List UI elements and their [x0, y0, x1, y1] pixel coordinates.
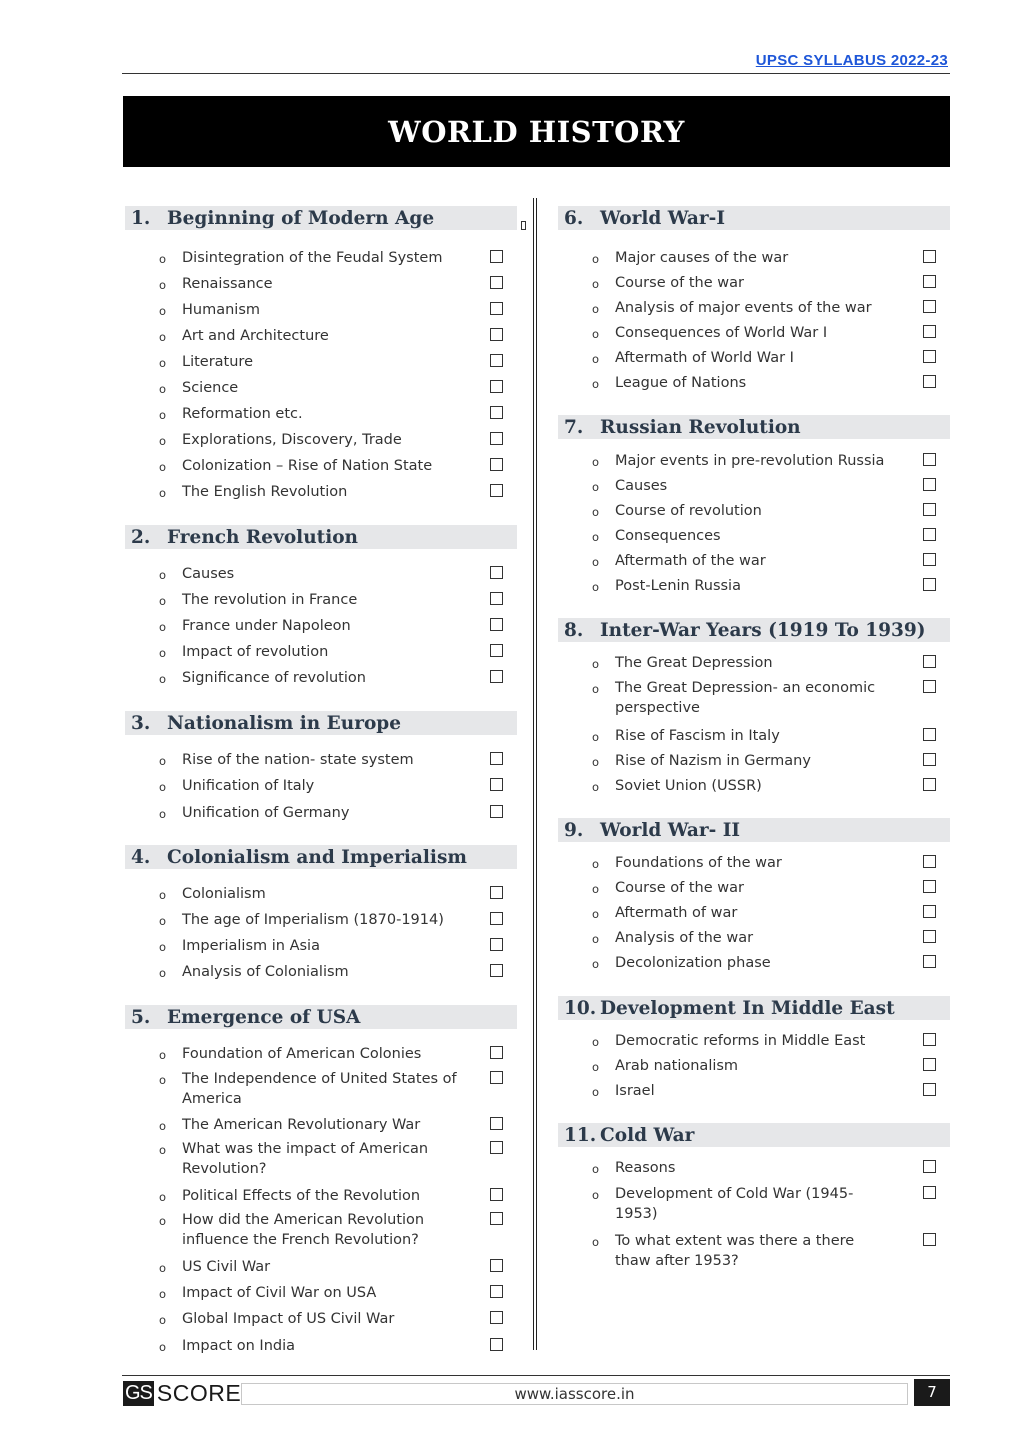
- bullet-icon: o: [159, 1287, 167, 1301]
- item-text: Significance of revolution: [182, 670, 366, 686]
- section-right-1: [558, 206, 950, 230]
- item-text: Science: [182, 380, 239, 396]
- section-heading: [125, 525, 517, 549]
- section-left-3: [125, 711, 517, 735]
- section-right-3: [558, 618, 950, 642]
- checkbox[interactable]: [923, 955, 936, 968]
- section-heading: [558, 996, 950, 1020]
- item-text: Analysis of major events of the war: [615, 300, 872, 316]
- item-text: Analysis of Colonialism: [182, 964, 349, 980]
- section-number: 7.: [564, 416, 584, 438]
- section-title: Beginning of Modern Age: [167, 207, 435, 229]
- bullet-icon: o: [592, 932, 600, 946]
- checkbox[interactable]: [923, 1233, 936, 1246]
- checkbox[interactable]: [923, 680, 936, 693]
- bullet-icon: o: [159, 278, 167, 292]
- item-text: Foundations of the war: [615, 855, 782, 871]
- checkbox[interactable]: [490, 644, 503, 657]
- item-text: Foundation of American Colonies: [182, 1046, 422, 1062]
- bullet-icon: o: [159, 966, 167, 980]
- item-text: The English Revolution: [182, 484, 348, 500]
- checkbox[interactable]: [490, 1285, 503, 1298]
- item-text: Imperialism in Asia: [182, 938, 320, 954]
- checkbox[interactable]: [923, 1186, 936, 1199]
- section-title: Nationalism in Europe: [167, 712, 401, 734]
- section-title: World War- II: [600, 819, 741, 841]
- section-number: 8.: [564, 619, 584, 641]
- section-number: 6.: [564, 207, 584, 229]
- bullet-icon: o: [159, 620, 167, 634]
- checkbox[interactable]: [490, 912, 503, 925]
- section-right-2: [558, 415, 950, 439]
- bullet-icon: o: [592, 352, 600, 366]
- bullet-icon: o: [592, 505, 600, 519]
- section-title: Inter-War Years (1919 To 1939): [600, 619, 926, 641]
- item-text: Causes: [615, 478, 668, 494]
- item-text: The Independence of United States of America: [182, 1071, 457, 1107]
- checkbox[interactable]: [490, 354, 503, 367]
- section-title: World War-I: [600, 207, 725, 229]
- checkbox[interactable]: [490, 752, 503, 765]
- item-text: League of Nations: [615, 375, 747, 391]
- section-heading: [125, 206, 517, 230]
- bullet-icon: o: [592, 277, 600, 291]
- section-title: Emergence of USA: [167, 1006, 361, 1028]
- bullet-icon: o: [159, 356, 167, 370]
- bullet-icon: o: [159, 1143, 167, 1157]
- item-text: Reformation etc.: [182, 406, 303, 422]
- bullet-icon: o: [159, 1048, 167, 1062]
- section-heading: [558, 415, 950, 439]
- checkbox[interactable]: [923, 250, 936, 263]
- item-text: Post-Lenin Russia: [615, 578, 741, 594]
- section-heading: [558, 818, 950, 842]
- item-text: Soviet Union (USSR): [615, 778, 762, 794]
- bullet-icon: o: [159, 434, 167, 448]
- bullet-icon: o: [592, 857, 600, 871]
- checkbox[interactable]: [923, 855, 936, 868]
- checkbox[interactable]: [923, 478, 936, 491]
- header-rule: [122, 73, 950, 74]
- item-text: Colonialism: [182, 886, 266, 902]
- section-title: Colonialism and Imperialism: [167, 846, 467, 868]
- footer-rule: [122, 1375, 950, 1376]
- item-text: Israel: [615, 1083, 655, 1099]
- bullet-icon: o: [159, 460, 167, 474]
- item-text: Global Impact of US Civil War: [182, 1311, 395, 1327]
- bullet-icon: o: [159, 646, 167, 660]
- item-text: Impact of revolution: [182, 644, 329, 660]
- checkbox[interactable]: [923, 300, 936, 313]
- column-divider: [533, 198, 537, 1350]
- checkbox[interactable]: [923, 1160, 936, 1173]
- item-text: Political Effects of the Revolution: [182, 1188, 421, 1204]
- checkbox[interactable]: [923, 880, 936, 893]
- item-text: Rise of Nazism in Germany: [615, 753, 811, 769]
- checkbox[interactable]: [490, 805, 503, 818]
- section-left-4: [125, 845, 517, 869]
- bullet-icon: o: [592, 1085, 600, 1099]
- bullet-icon: o: [592, 907, 600, 921]
- item-text: Course of revolution: [615, 503, 762, 519]
- section-right-4: [558, 818, 950, 842]
- item-text: Decolonization phase: [615, 955, 771, 971]
- item-text: How did the American Revolution influence the French Revolution?: [182, 1212, 425, 1248]
- bullet-icon: o: [592, 580, 600, 594]
- section-heading: [558, 1123, 950, 1147]
- item-text: Major events in pre-revolution Russia: [615, 453, 885, 469]
- bullet-icon: o: [159, 1261, 167, 1275]
- checkbox[interactable]: [923, 578, 936, 591]
- item-text: The Great Depression- an economic perspective: [615, 680, 876, 716]
- bullet-icon: o: [592, 1035, 600, 1049]
- checkbox[interactable]: [923, 930, 936, 943]
- item-text: Arab nationalism: [615, 1058, 739, 1074]
- footer-logo: [123, 1379, 241, 1407]
- checkbox[interactable]: [490, 1259, 503, 1272]
- item-text: US Civil War: [182, 1259, 271, 1275]
- item-text: Art and Architecture: [182, 328, 329, 344]
- checkbox[interactable]: [490, 406, 503, 419]
- checkbox[interactable]: [490, 1188, 503, 1201]
- logo-score: SCORE: [156, 1379, 242, 1406]
- item-text: Literature: [182, 354, 253, 370]
- item-text: Development of Cold War (1945-1953): [615, 1186, 854, 1222]
- bullet-icon: o: [159, 754, 167, 768]
- section-number: 11.: [564, 1124, 597, 1146]
- bullet-icon: o: [592, 302, 600, 316]
- item-text: The revolution in France: [182, 592, 358, 608]
- checkbox[interactable]: [923, 728, 936, 741]
- bullet-icon: o: [592, 682, 600, 696]
- bullet-icon: o: [159, 252, 167, 266]
- checkbox[interactable]: [923, 350, 936, 363]
- bullet-icon: o: [592, 327, 600, 341]
- checkbox[interactable]: [490, 670, 503, 683]
- checkbox[interactable]: [490, 458, 503, 471]
- checkbox[interactable]: [490, 1311, 503, 1324]
- bullet-icon: o: [592, 657, 600, 671]
- checkbox[interactable]: [923, 325, 936, 338]
- bullet-icon: o: [592, 1188, 600, 1202]
- item-text: The Great Depression: [615, 655, 773, 671]
- checkbox[interactable]: [490, 1338, 503, 1351]
- title-banner: [123, 96, 950, 167]
- bullet-icon: o: [159, 672, 167, 686]
- item-text: Unification of Italy: [182, 778, 315, 794]
- checkbox[interactable]: [490, 964, 503, 977]
- bullet-icon: o: [159, 330, 167, 344]
- item-text: Colonization – Rise of Nation State: [182, 458, 433, 474]
- item-text: Consequences of World War I: [615, 325, 828, 341]
- bullet-icon: o: [592, 530, 600, 544]
- bullet-icon: o: [159, 486, 167, 500]
- item-text: Analysis of the war: [615, 930, 754, 946]
- item-text: Impact on India: [182, 1338, 296, 1354]
- section-title: Development In Middle East: [600, 997, 895, 1019]
- checkbox[interactable]: [923, 553, 936, 566]
- bullet-icon: o: [592, 882, 600, 896]
- footer-url[interactable]: www.iasscore.in: [241, 1383, 908, 1405]
- syllabus-link[interactable]: UPSC SYLLABUS 2022-23: [755, 52, 948, 69]
- checkbox[interactable]: [923, 905, 936, 918]
- bullet-icon: o: [592, 377, 600, 391]
- checkbox[interactable]: [490, 302, 503, 315]
- bullet-icon: o: [159, 1340, 167, 1354]
- bullet-icon: o: [159, 780, 167, 794]
- item-text: What was the impact of American Revolution?: [182, 1141, 429, 1177]
- bullet-icon: o: [592, 1235, 600, 1249]
- bullet-icon: o: [592, 1060, 600, 1074]
- item-text: Impact of Civil War on USA: [182, 1285, 377, 1301]
- checkbox[interactable]: [490, 618, 503, 631]
- bullet-icon: o: [159, 594, 167, 608]
- bullet-icon: o: [592, 555, 600, 569]
- checkbox[interactable]: [490, 778, 503, 791]
- item-text: Unification of Germany: [182, 805, 350, 821]
- item-text: Rise of the nation- state system: [182, 752, 414, 768]
- section-number: 5.: [131, 1006, 151, 1028]
- checkbox[interactable]: [490, 938, 503, 951]
- section-number: 9.: [564, 819, 584, 841]
- bullet-icon: o: [159, 1214, 167, 1228]
- checkbox[interactable]: [490, 276, 503, 289]
- section-heading: [558, 206, 950, 230]
- checkbox[interactable]: [490, 380, 503, 393]
- item-text: Disintegration of the Feudal System: [182, 250, 443, 266]
- item-text: Aftermath of war: [615, 905, 738, 921]
- section-heading: [125, 1005, 517, 1029]
- item-text: The American Revolutionary War: [182, 1117, 421, 1133]
- item-text: Course of the war: [615, 880, 744, 896]
- checkbox[interactable]: [923, 753, 936, 766]
- bullet-icon: o: [592, 455, 600, 469]
- placeholder-glyph-icon: [521, 221, 526, 230]
- bullet-icon: o: [592, 480, 600, 494]
- checkbox[interactable]: [923, 503, 936, 516]
- item-text: Renaissance: [182, 276, 273, 292]
- item-text: To what extent was there a there thaw after 1953?: [615, 1233, 855, 1269]
- bullet-icon: o: [592, 755, 600, 769]
- checkbox[interactable]: [490, 1071, 503, 1084]
- section-number: 2.: [131, 526, 151, 548]
- bullet-icon: o: [592, 730, 600, 744]
- bullet-icon: o: [592, 252, 600, 266]
- logo-gs: GS: [125, 1381, 152, 1404]
- checkbox[interactable]: [490, 1046, 503, 1059]
- section-left-1: [125, 206, 517, 230]
- checkbox[interactable]: [490, 566, 503, 579]
- item-text: Consequences: [615, 528, 721, 544]
- bullet-icon: o: [159, 888, 167, 902]
- checkbox[interactable]: [923, 778, 936, 791]
- item-text: Reasons: [615, 1160, 676, 1176]
- item-text: Major causes of the war: [615, 250, 789, 266]
- bullet-icon: o: [159, 408, 167, 422]
- item-text: Causes: [182, 566, 235, 582]
- section-heading: [125, 711, 517, 735]
- item-text: Democratic reforms in Middle East: [615, 1033, 866, 1049]
- checkbox[interactable]: [923, 655, 936, 668]
- section-title: Cold War: [600, 1124, 695, 1146]
- item-text: Explorations, Discovery, Trade: [182, 432, 402, 448]
- checkbox[interactable]: [923, 1083, 936, 1096]
- bullet-icon: o: [592, 957, 600, 971]
- section-left-5: [125, 1005, 517, 1029]
- bullet-icon: o: [159, 568, 167, 582]
- item-text: Course of the war: [615, 275, 744, 291]
- page-number: 7: [914, 1379, 950, 1406]
- page-title: WORLD HISTORY: [388, 114, 685, 149]
- bullet-icon: o: [592, 780, 600, 794]
- item-text: The age of Imperialism (1870-1914): [182, 912, 444, 928]
- item-text: Aftermath of the war: [615, 553, 766, 569]
- section-left-2: [125, 525, 517, 549]
- section-number: 4.: [131, 846, 151, 868]
- bullet-icon: o: [159, 1073, 167, 1087]
- item-text: France under Napoleon: [182, 618, 351, 634]
- section-right-5: [558, 996, 950, 1020]
- section-number: 3.: [131, 712, 151, 734]
- bullet-icon: o: [159, 807, 167, 821]
- section-number: 10.: [564, 997, 597, 1019]
- checkbox[interactable]: [923, 275, 936, 288]
- bullet-icon: o: [159, 914, 167, 928]
- section-heading: [125, 845, 517, 869]
- section-title: Russian Revolution: [600, 416, 801, 438]
- section-heading: [558, 618, 950, 642]
- checkbox[interactable]: [923, 1033, 936, 1046]
- checkbox[interactable]: [923, 453, 936, 466]
- checkbox[interactable]: [490, 592, 503, 605]
- section-right-6: [558, 1123, 950, 1147]
- bullet-icon: o: [159, 940, 167, 954]
- checkbox[interactable]: [490, 432, 503, 445]
- item-text: Rise of Fascism in Italy: [615, 728, 780, 744]
- item-text: Humanism: [182, 302, 261, 318]
- checkbox[interactable]: [923, 528, 936, 541]
- bullet-icon: o: [592, 1162, 600, 1176]
- checkbox[interactable]: [923, 1058, 936, 1071]
- bullet-icon: o: [159, 1119, 167, 1133]
- checkbox[interactable]: [490, 1212, 503, 1225]
- checkbox[interactable]: [490, 1117, 503, 1130]
- checkbox[interactable]: [490, 886, 503, 899]
- item-text: Aftermath of World War I: [615, 350, 794, 366]
- bullet-icon: o: [159, 304, 167, 318]
- section-number: 1.: [131, 207, 151, 229]
- bullet-icon: o: [159, 1190, 167, 1204]
- checkbox[interactable]: [490, 328, 503, 341]
- checkbox[interactable]: [923, 375, 936, 388]
- bullet-icon: o: [159, 382, 167, 396]
- checkbox[interactable]: [490, 1141, 503, 1154]
- checkbox[interactable]: [490, 250, 503, 263]
- checkbox[interactable]: [490, 484, 503, 497]
- section-title: French Revolution: [167, 526, 359, 548]
- bullet-icon: o: [159, 1313, 167, 1327]
